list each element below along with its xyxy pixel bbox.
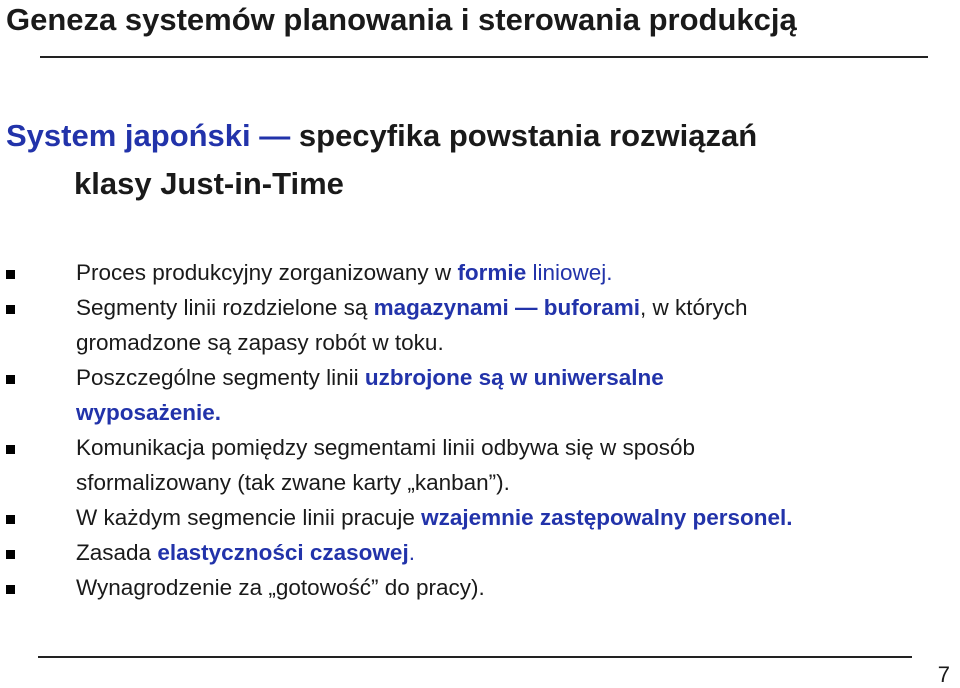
bullet-marker-icon xyxy=(6,445,15,454)
bullet-text: wyposażenie. xyxy=(76,400,222,425)
bullet-text: Komunikacja pomiędzy segmentami linii odbywa się w sposób xyxy=(76,435,696,460)
footer-divider xyxy=(38,656,912,658)
bullet-item xyxy=(0,500,960,535)
bullet-marker-icon xyxy=(6,585,15,594)
bullet-text: Proces produkcyjny zorganizowany w xyxy=(76,260,458,285)
bullet-text: W każdym segmencie linii pracuje xyxy=(76,505,422,530)
bullet-text: gromadzone są zapasy robót w toku. xyxy=(76,330,444,355)
bullet-text: Zasada xyxy=(76,540,158,565)
bullet-item xyxy=(0,535,960,570)
bullet-text: liniowej. xyxy=(526,260,613,285)
subtitle-line1 xyxy=(6,118,757,153)
bullet-text: . xyxy=(408,540,415,565)
bullet-text: wzajemnie zastępowalny personel. xyxy=(421,505,793,530)
bullet-marker-icon xyxy=(6,550,15,559)
bullet-item xyxy=(0,360,960,430)
title-divider xyxy=(40,56,928,58)
bullet-marker-icon xyxy=(6,270,15,279)
bullet-marker-icon xyxy=(6,375,15,384)
bullet-text: uzbrojone są w uniwersalne xyxy=(364,365,664,390)
bullet-item xyxy=(0,255,960,290)
slide-title: Geneza systemów planowania i sterowania produkcją xyxy=(6,2,797,37)
bullet-item xyxy=(0,570,960,605)
bullet-marker-icon xyxy=(6,305,15,314)
bullet-text: , w których xyxy=(639,295,748,320)
bullet-marker-icon xyxy=(6,515,15,524)
bullet-text: elastyczności czasowej xyxy=(157,540,409,565)
bullet-item xyxy=(0,430,960,500)
subtitle-specyfika: specyfika powstania rozwiązań xyxy=(298,118,758,153)
bullet-text: Poszczególne segmenty linii xyxy=(76,365,365,390)
bullet-item xyxy=(0,290,960,360)
subtitle-system: System japoński — xyxy=(6,118,299,153)
bullet-list xyxy=(0,255,960,605)
subtitle-line2: klasy Just-in-Time xyxy=(74,166,344,201)
bullet-text: Wynagrodzenie za „gotowość” do pracy). xyxy=(76,575,485,600)
bullet-text: sformalizowany (tak zwane karty „kanban”). xyxy=(76,470,510,495)
bullet-text: magazynami — buforami xyxy=(373,295,640,320)
slide-subtitle xyxy=(6,112,757,208)
page-number: 7 xyxy=(937,662,950,687)
bullet-text: formie xyxy=(457,260,527,285)
bullet-text: Segmenty linii rozdzielone są xyxy=(76,295,374,320)
